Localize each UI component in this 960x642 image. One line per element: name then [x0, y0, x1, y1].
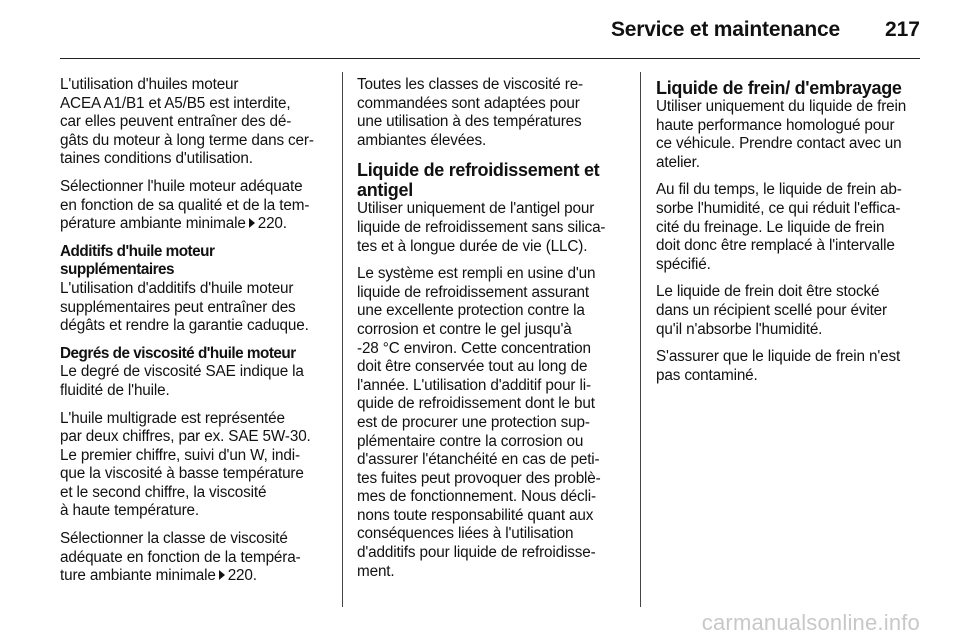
text-content: Le liquide de frein doit être stocké dans un récipient scellé pour éviter qu'il n'absorbe l'humidité. — [656, 283, 887, 338]
text-content: S'assurer que le liquide de frein n'est pas contaminé. — [656, 348, 901, 384]
text-content: Sélectionner la classe de viscosité adéquate en fonction de la tempéra- ture ambiante minimale — [60, 530, 301, 585]
text-content: Utiliser uniquement de l'antigel pour liquide de refroidissement sans silica- tes et à longue durée de vie (LLC). — [357, 200, 606, 255]
text-content: Liquide de refroidissement et antigel — [357, 160, 600, 201]
paragraph — [357, 76, 629, 150]
page-reference-arrow-icon — [249, 218, 255, 228]
paragraph — [656, 283, 928, 339]
paragraph — [60, 363, 332, 400]
subsection-heading — [60, 243, 332, 280]
page-reference[interactable]: 220. — [227, 567, 257, 585]
subsection-heading — [60, 345, 332, 364]
paragraph — [357, 200, 629, 256]
page-number: 217 — [884, 18, 920, 41]
text-content: L'utilisation d'additifs d'huile moteur supplémentaires peut entraîner des dégâts et rendre la garantie caduque. — [60, 279, 309, 335]
paragraph — [60, 178, 332, 234]
column-divider — [342, 72, 343, 607]
section-title: Service et maintenance — [610, 18, 840, 41]
paragraph — [60, 76, 332, 169]
column-divider — [640, 72, 641, 607]
text-content: Le degré de viscosité SAE indique la fluidité de l'huile. — [60, 363, 304, 399]
paragraph — [60, 280, 332, 336]
watermark: carmanualsonline.info — [701, 610, 920, 635]
text-content: Utiliser uniquement du liquide de frein haute performance homologué pour ce véhicule. Prendre contact avec un atelier. — [656, 98, 907, 171]
text-content: L'huile multigrade est représentée par deux chiffres, par ex. SAE 5W-30. Le premier chiffre, suivi d'un W, indi- que la viscosité à basse température et le second chiffre, la viscosité à haute température. — [60, 409, 311, 520]
text-content: Le système est rempli en usine d'un liquide de refroidissement assurant une excellente protection contre la corrosion et contre le gel jusqu'à -28 °C environ. Cette concentration doit être conservée tout au long de l'année. L'utilisation d'additif pour li- quide de refroidissement dont le but est de procurer une protection sup- plémentaire contre la corrosion ou d'assurer l'étanchéité en cas de peti- tes fuites peut provoquer des problè- mes de fonctionnement. Nous décli- nons toute responsabilité quant aux conséquences liées à l'utilisation d'additifs pour liquide de refroidisse- ment. — [357, 265, 601, 580]
text-content: Degrés de viscosité d'huile moteur — [60, 344, 296, 362]
text-column-right — [656, 76, 928, 394]
paragraph — [60, 530, 332, 586]
text-content: Liquide de frein/ d'embrayage — [656, 78, 902, 98]
paragraph — [656, 98, 928, 172]
text-content: L'utilisation d'huiles moteur ACEA A1/B1 et A5/B5 est interdite, car elles peuvent entraîner des dé- gâts du moteur à long terme dans cer- taines conditions d'utilisation. — [60, 76, 314, 168]
text-content: Additifs d'huile moteur supplémentaires — [60, 242, 215, 279]
text-content: Au fil du temps, le liquide de frein ab- sorbe l'humidité, ce qui réduit l'effica- cité du freinage. Le liquide de frein doit donc être remplacé à l'intervalle spécifié. — [656, 181, 902, 273]
text-column-left — [60, 76, 332, 595]
header-rule — [60, 58, 920, 59]
page-reference[interactable]: 220. — [257, 215, 287, 233]
paragraph — [656, 348, 928, 385]
page-reference-arrow-icon — [219, 570, 225, 580]
paragraph — [357, 265, 629, 581]
section-heading — [656, 78, 928, 98]
paragraph — [656, 181, 928, 274]
text-column-middle — [357, 76, 629, 590]
text-content: Sélectionner l'huile moteur adéquate en fonction de sa qualité et de la tem- pérature ambiante minimale — [60, 177, 310, 233]
paragraph — [60, 410, 332, 522]
text-content: Toutes les classes de viscosité re- commandées sont adaptées pour une utilisation à des températures ambiantes élevées. — [357, 76, 583, 149]
section-heading — [357, 160, 629, 200]
